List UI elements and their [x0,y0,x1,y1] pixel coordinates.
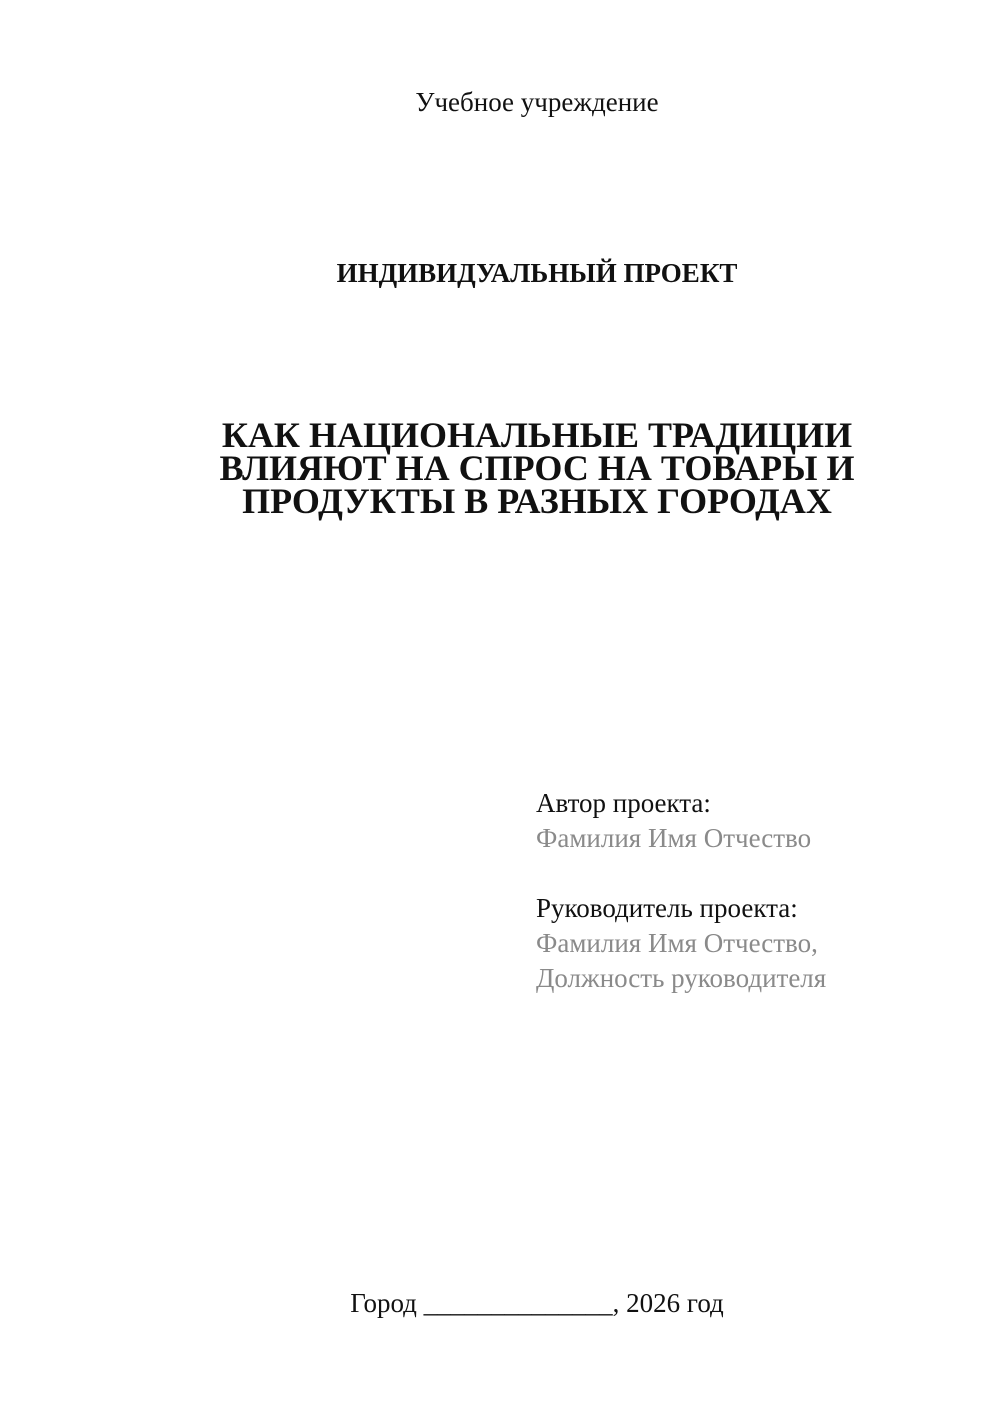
project-title-line: ВЛИЯЮТ НА СПРОС НА ТОВАРЫ И [219,448,855,488]
supervisor-name-placeholder: Фамилия Имя Отчество, [536,928,818,958]
supervisor-position-placeholder: Должность руководителя [536,963,827,993]
project-title-line: ПРОДУКТЫ В РАЗНЫХ ГОРОДАХ [242,481,832,521]
author-label: Автор проекта: [536,788,711,818]
city-year-line: Город ______________, 2026 год [350,1288,724,1318]
project-title [114,415,960,521]
project-type-heading: ИНДИВИДУАЛЬНЫЙ ПРОЕКТ [336,258,738,288]
author-name-placeholder: Фамилия Имя Отчество [536,823,812,853]
credits-block [536,786,826,996]
project-title-line: КАК НАЦИОНАЛЬНЫЕ ТРАДИЦИИ [221,415,853,455]
organization-name: Учебное учреждение [415,87,659,117]
supervisor-label: Руководитель проекта: [536,893,798,923]
